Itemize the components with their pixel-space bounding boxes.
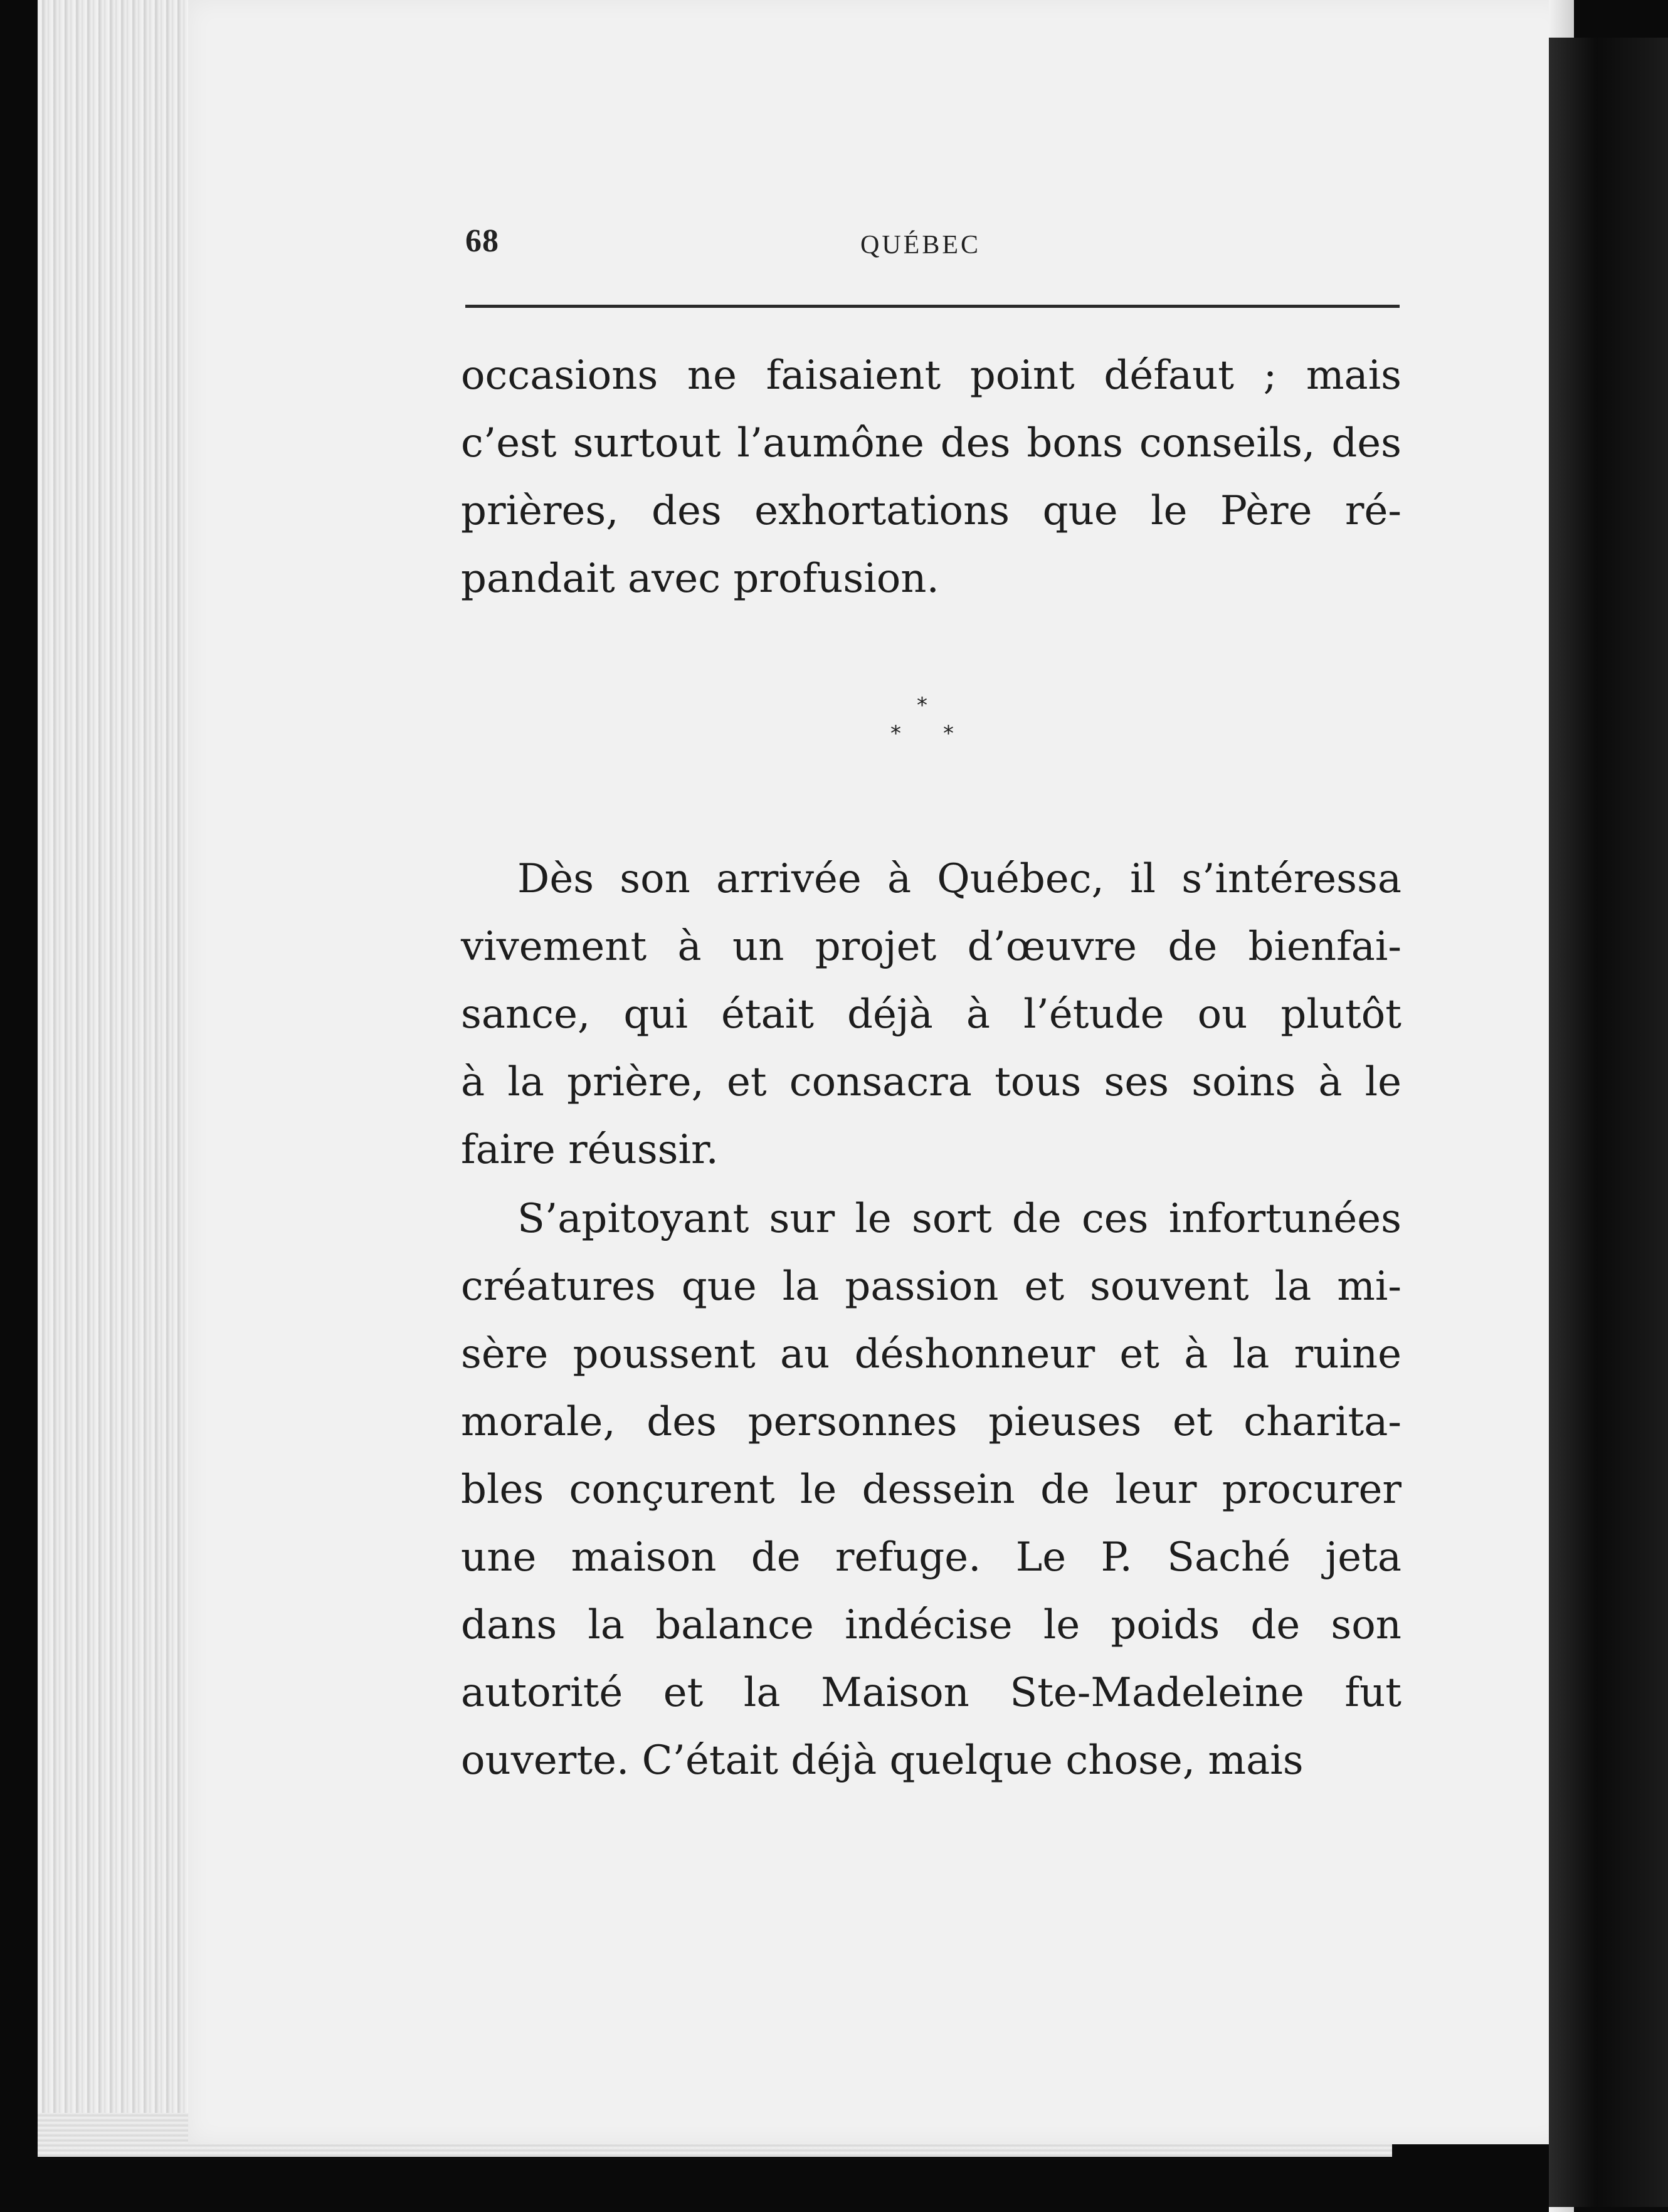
paragraph-1 xyxy=(461,342,1401,613)
paragraph-1-line: pandait avec profusion. xyxy=(461,556,939,602)
paragraph-2 xyxy=(461,845,1401,1184)
paragraph-2-line: vivement à un projet d’œuvre de bienfai- xyxy=(461,924,1401,970)
paragraph-3-line: ouverte. C’était déjà quelque chose, mais xyxy=(461,1737,1304,1784)
paragraph-3-line: une maison de refuge. Le P. Saché jeta xyxy=(461,1534,1401,1581)
paragraph-3-line: S’apitoyant sur le sort de ces infortunées xyxy=(517,1196,1401,1242)
paragraph-2-line: faire réussir. xyxy=(461,1127,719,1173)
paragraph-3-line: dans la balance indécise le poids de son xyxy=(461,1602,1401,1648)
paragraph-2-line: sance, qui était déjà à l’étude ou plutôt xyxy=(461,991,1401,1038)
header-rule xyxy=(465,305,1400,308)
paragraph-3 xyxy=(461,1185,1401,1794)
paragraph-3-line: créatures que la passion et souvent la mi- xyxy=(461,1263,1401,1310)
paragraph-1-line: c’est surtout l’aumône des bons conseils, des xyxy=(461,420,1401,466)
page-number: 68 xyxy=(465,223,499,259)
asterism-star: * xyxy=(917,693,927,718)
asterism-star: * xyxy=(890,721,901,746)
paragraph-3-line: sère poussent au déshonneur et à la ruine xyxy=(461,1331,1401,1377)
book-binding xyxy=(1549,38,1668,2207)
asterism-star: * xyxy=(943,721,954,746)
paragraph-1-line: occasions ne faisaient point défaut ; mais xyxy=(461,352,1401,399)
paragraph-1-line: prières, des exhortations que le Père ré- xyxy=(461,488,1401,534)
paragraph-3-line: morale, des personnes pieuses et charita- xyxy=(461,1399,1401,1445)
paragraph-2-line: Dès son arrivée à Québec, il s’intéressa xyxy=(517,856,1401,902)
running-head: QUÉBEC xyxy=(860,231,981,260)
page-header xyxy=(465,223,1400,273)
paragraph-3-line: bles conçurent le dessein de leur procurer xyxy=(461,1467,1401,1513)
paragraph-2-line: à la prière, et consacra tous ses soins à le xyxy=(461,1059,1401,1105)
asterism-separator xyxy=(878,693,978,762)
paragraph-3-line: autorité et la Maison Ste-Madeleine fut xyxy=(461,1670,1401,1716)
